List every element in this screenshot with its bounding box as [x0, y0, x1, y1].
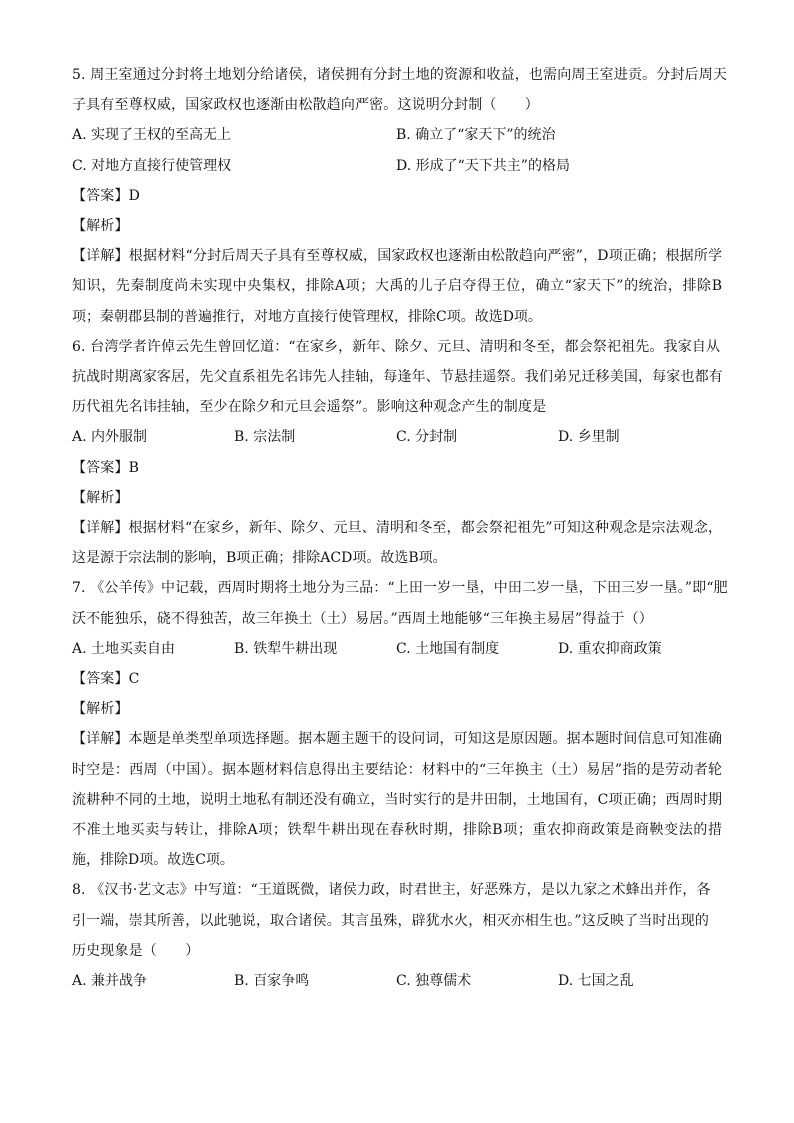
options-row: [72, 966, 722, 996]
answer-value: D: [128, 187, 140, 204]
option-b: B. 铁犁牛耕出现: [234, 640, 338, 657]
question-8: [72, 875, 722, 996]
analysis-label: 【解析】: [72, 489, 129, 506]
options-row: [72, 634, 722, 664]
option-d: D. 乡里制: [558, 429, 620, 446]
option-d: D. 形成了“天下共主”的格局: [396, 157, 570, 174]
question-stem-line: 沃不能独乐，硗不得独苦，故三年换土（土）易居。”西周土地能够“三年换主易居”得益于（）: [72, 610, 653, 627]
option-b: B. 宗法制: [234, 429, 296, 446]
question-stem-line: 7. 《公羊传》中记载，西周时期将土地分为三品：“上田一岁一垦，中田二岁一垦，下田三岁一垦。”即“肥: [72, 580, 728, 597]
option-a: A. 实现了王权的至高无上: [72, 127, 232, 144]
answer-label: 【答案】: [72, 671, 129, 688]
answer-value: B: [128, 459, 140, 476]
question-stem-line: 8. 《汉书·艺文志》中写道：“王道既微，诸侯力政，时君世主，好恶殊方，是以九家之术蜂出并作，各: [72, 882, 711, 899]
options-row: [72, 422, 722, 452]
option-c: C. 分封制: [396, 429, 458, 446]
option-a: A. 内外服制: [72, 429, 148, 446]
detail-text: 根据材料“在家乡，新年、除夕、元旦、清明和冬至，都会祭祀祖先”可知这种观念是宗法观念，这是源于宗法制的影响，B项正确；排除ACD项。故选B项。: [72, 520, 723, 567]
question-stem-line: 6. 台湾学者许倬云先生曾回忆道：“在家乡，新年、除夕、元旦、清明和冬至，都会祭祀祖先。我家自从: [72, 338, 721, 355]
option-d: D. 七国之乱: [558, 973, 634, 990]
option-c: C. 独尊儒术: [396, 973, 472, 990]
analysis-label: 【解析】: [72, 218, 129, 235]
question-stem-line: 抗战时期离家客居，先父直系祖先名讳先人挂轴，每逢年、节悬挂遥祭。我们弟兄迁移美国，每家也都有: [72, 369, 723, 386]
question-stem-line: 5. 周王室通过分封将土地划分给诸侯，诸侯拥有分封土地的资源和收益，也需向周王室进贡。分封后周天: [72, 67, 728, 83]
answer-label: 【答案】: [72, 459, 129, 476]
answer-label: 【答案】: [72, 187, 129, 204]
detail-label: 【详解】: [72, 731, 129, 748]
question-7: [72, 573, 728, 875]
detail-text: 本题是单类型单项选择题。据本题主题干的设问词，可知这是原因题。据本题时间信息可知准确时空是：西周（中国）。据本题材料信息得出主要结论：材料中的“三年换主（土）易居”指的是劳动者轮流耕种不同的土地，说明土地私有制还没有确立，当时实行的是井田制，土地国有，C项正确；西周时期不准土地买卖与转让，排除A项；铁犁牛耕出现在春秋时期，排除B项；重农抑商政策是商鞅变法的措施，排除D项。故选C项。: [72, 731, 723, 869]
document-page: [72, 60, 728, 996]
answer-value: C: [128, 671, 140, 688]
question-stem-line: 历代祖先名讳挂轴，至少在除夕和元旦会遥祭”。影响这种观念产生的制度是: [72, 399, 547, 416]
option-d: D. 重农抑商政策: [558, 640, 662, 657]
question-stem-line: 子具有至尊权威，国家政权也逐渐由松散趋向严密。这说明分封制（ ）: [72, 97, 539, 114]
question-stem-line: 引一端，崇其所善，以此驰说，取合诸侯。其言虽殊，辟犹水火，相灭亦相生也。”这反映了当时出现的: [72, 912, 710, 929]
question-stem-line: 历史现象是（ ）: [72, 942, 200, 959]
options-row: [72, 120, 722, 150]
question-5: [72, 60, 728, 332]
option-a: A. 兼并战争: [72, 973, 148, 990]
answer-line: [72, 453, 722, 483]
option-c: C. 土地国有制度: [396, 640, 500, 657]
answer-line: [72, 181, 722, 211]
option-c: C. 对地方直接行使管理权: [72, 157, 232, 174]
options-row: [72, 151, 722, 181]
detail-text: 根据材料“分封后周天子具有至尊权威，国家政权也逐渐由松散趋向严密”，D项正确；根据所学知识，先秦制度尚未实现中央集权，排除A项；大禹的儿子启夺得王位，确立“家天下”的统治，排除B项；秦朝郡县制的普遍推行，对地方直接行使管理权，排除C项。故选D项。: [72, 248, 723, 325]
option-b: B. 确立了“家天下”的统治: [396, 127, 556, 144]
answer-line: [72, 664, 722, 694]
detail-paragraph: [72, 724, 722, 875]
detail-paragraph: [72, 241, 722, 332]
detail-paragraph: [72, 513, 722, 573]
option-b: B. 百家争鸣: [234, 973, 310, 990]
detail-label: 【详解】: [72, 520, 129, 537]
analysis-label: 【解析】: [72, 701, 129, 718]
detail-label: 【详解】: [72, 248, 129, 265]
question-6: [72, 332, 722, 574]
option-a: A. 土地买卖自由: [72, 640, 176, 657]
